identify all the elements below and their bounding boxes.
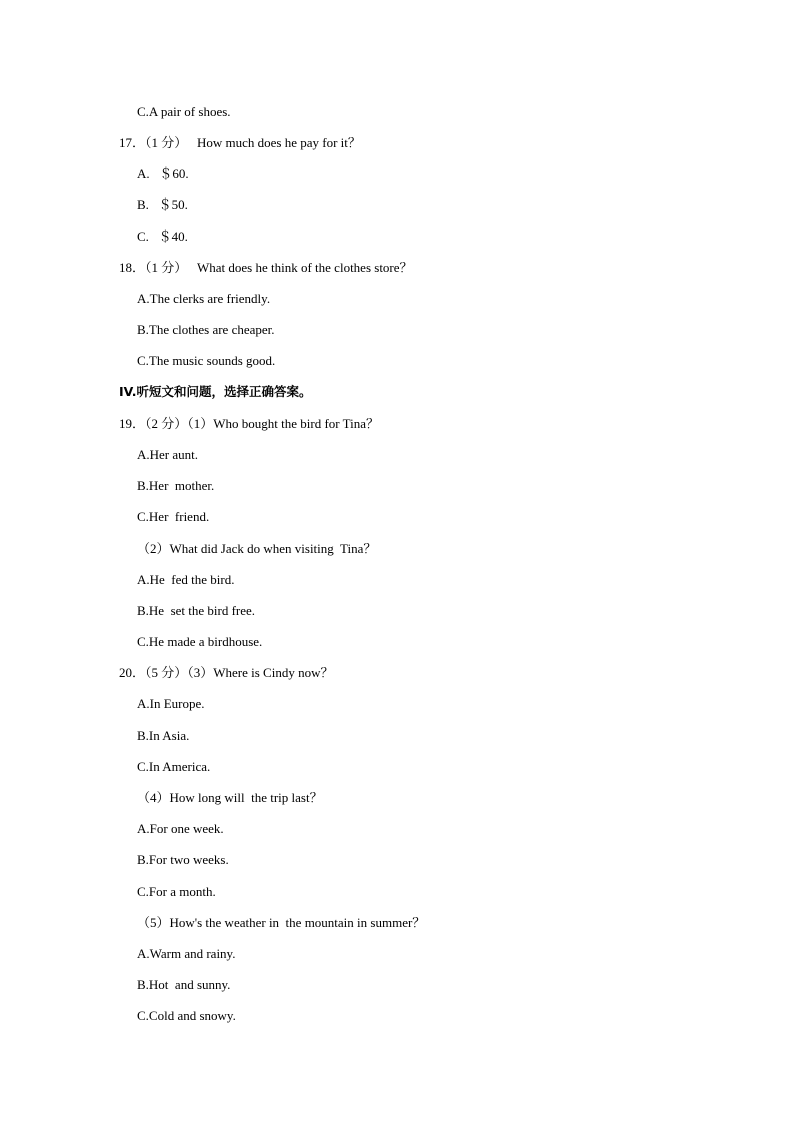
- option-line: C.A pair of shoes.: [137, 104, 231, 119]
- option-line: B.He set the bird free.: [137, 603, 256, 618]
- option-line: B.The clothes are cheaper.: [137, 322, 275, 337]
- option-line: A.In Europe.: [137, 696, 205, 711]
- option-line: C.He made a birdhouse.: [137, 634, 263, 649]
- option-line: C.Cold and snowy.: [137, 1008, 236, 1023]
- option-line: A.For one week.: [137, 821, 224, 836]
- question-20: 20．（5 分）（3）Where is Cindy now？: [119, 665, 334, 680]
- option-line: B.In Asia.: [137, 728, 190, 743]
- option-line: B. ＄50.: [137, 197, 188, 212]
- option-line: B.Her mother.: [137, 478, 215, 493]
- question-17: 17．（1 分） How much does he pay for it？: [119, 135, 361, 150]
- option-line: C.The music sounds good.: [137, 353, 276, 368]
- question-19: 19．（2 分）（1）Who bought the bird for Tina？: [119, 416, 379, 431]
- sub-question: （4）How long will the trip last？: [137, 790, 323, 805]
- section-heading: IV.听短文和问题，选择正确答案。: [119, 384, 312, 399]
- option-line: C.In America.: [137, 759, 211, 774]
- option-line: A.Warm and rainy.: [137, 946, 236, 961]
- option-line: B.Hot and sunny.: [137, 977, 231, 992]
- option-line: C. ＄40.: [137, 229, 188, 244]
- option-line: A.Her aunt.: [137, 447, 199, 462]
- sub-question: （5）How's the weather in the mountain in summer？: [137, 915, 426, 930]
- option-line: C.For a month.: [137, 884, 216, 899]
- option-line: A. ＄60.: [137, 166, 189, 181]
- option-line: B.For two weeks.: [137, 852, 229, 867]
- question-18: 18．（1 分） What does he think of the clothes store？: [119, 260, 413, 275]
- option-line: A.He fed the bird.: [137, 572, 235, 587]
- option-line: C.Her friend.: [137, 509, 210, 524]
- option-line: A.The clerks are friendly.: [137, 291, 271, 306]
- sub-question: （2）What did Jack do when visiting Tina？: [137, 541, 377, 556]
